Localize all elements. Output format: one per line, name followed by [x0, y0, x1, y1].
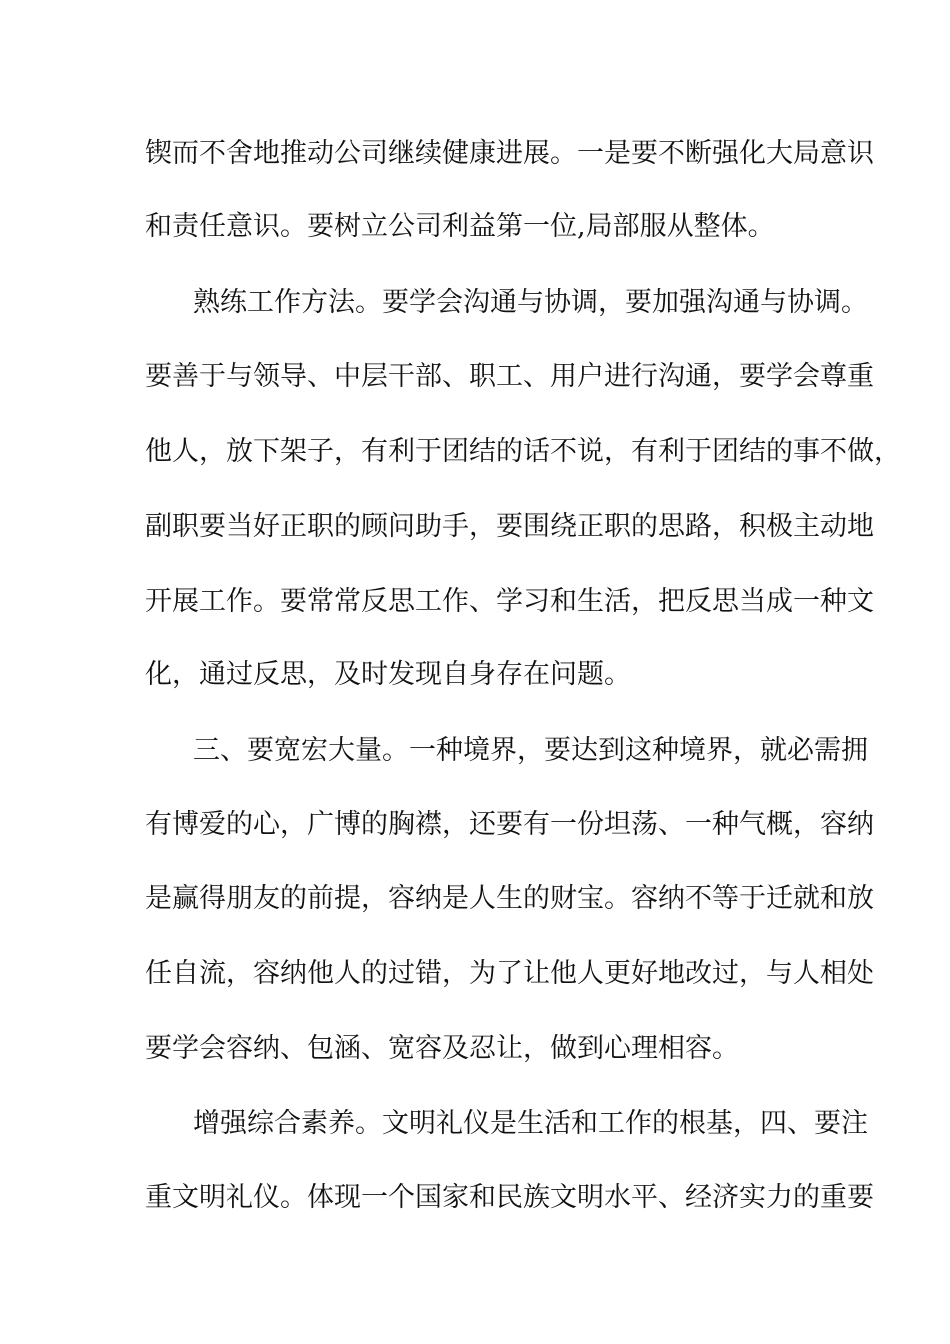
text-line: 副职要当好正职的顾问助手，要围绕正职的思路，积极主动地 [145, 511, 874, 542]
text-line: 要学会容纳、包涵、宽容及忍让，做到心理相容。 [145, 1033, 739, 1064]
text-line: 他人，放下架子，有利于团结的话不说，有利于团结的事不做， [145, 436, 901, 467]
text-line: 化，通过反思，及时发现自身存在问题。 [145, 659, 631, 690]
text-line: 锲而不舍地推动公司继续健康进展。一是要不断强化大局意识 [145, 138, 874, 169]
text-line: 任自流，容纳他人的过错，为了让他人更好地改过，与人相处 [145, 958, 874, 989]
paragraph-first-line: 增强综合素养。文明礼仪是生活和工作的根基，四、要注 [193, 1108, 868, 1139]
text-line: 有博爱的心，广博的胸襟，还要有一份坦荡、一种气概，容纳 [145, 809, 874, 840]
paragraph-first-line: 三、要宽宏大量。一种境界，要达到这种境界，就必需拥 [193, 735, 868, 766]
text-line: 开展工作。要常常反思工作、学习和生活，把反思当成一种文 [145, 586, 874, 617]
text-line: 是赢得朋友的前提，容纳是人生的财宝。容纳不等于迁就和放 [145, 883, 874, 914]
text-line: 和责任意识。要树立公司利益第一位,局部服从整体。 [145, 211, 775, 242]
text-line: 重文明礼仪。体现一个国家和民族文明水平、经济实力的重要 [145, 1182, 874, 1213]
paragraph-first-line: 熟练工作方法。要学会沟通与协调，要加强沟通与协调。 [193, 287, 868, 318]
text-line: 要善于与领导、中层干部、职工、用户进行沟通，要学会尊重 [145, 361, 874, 392]
